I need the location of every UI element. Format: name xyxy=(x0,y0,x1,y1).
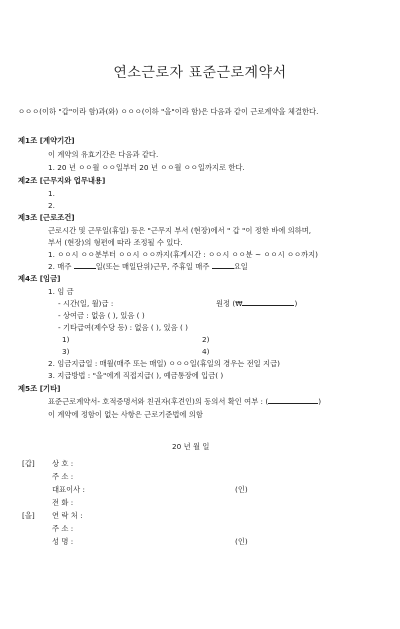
article-4-item-2: 2) xyxy=(202,335,210,344)
article-3-line-1: 근로시간 및 근무일(휴일) 등은 "근무지 부서 (현장)에서 " 갑 "이 정한 바에 의하며, xyxy=(48,226,312,235)
article-2-line-1: 1. xyxy=(48,189,55,198)
article-3-workdays-text: 일(또는 매일단위)근무, 주휴일 매주 xyxy=(95,262,210,271)
base-pay-amount-blank[interactable] xyxy=(242,305,294,306)
article-2-heading: 제2조 [근무지와 업무내용] xyxy=(18,176,106,185)
article-5-consent-line xyxy=(48,397,321,406)
contract-date: 20 년 월 일 xyxy=(172,442,210,451)
party-a-ceo-label: 대표이사 : xyxy=(52,485,85,494)
article-3-weekly-label: 2. 매주 xyxy=(48,262,72,271)
article-4-wage-label: 1. 임 금 xyxy=(48,287,74,296)
party-a-company-label: 상 호 : xyxy=(52,459,74,468)
party-b-seal: (인) xyxy=(235,537,248,546)
article-4-base-pay-currency: 원정 (₩ xyxy=(216,299,243,308)
article-1-heading: 제1조 [계약기간] xyxy=(18,136,75,145)
intro-paragraph: ㅇㅇㅇ(이하 "갑"이라 함)과(와) ㅇㅇㅇ(이하 "을"이라 함)은 다음과 같이 근로계약을 체결한다. xyxy=(18,107,319,116)
party-b-address-label: 주 소 : xyxy=(52,524,74,533)
article-4-item-3: 3) xyxy=(62,347,70,356)
article-3-line-3: 1. ㅇㅇ시 ㅇㅇ분부터 ㅇㅇ시 ㅇㅇ까지(휴게시간 : ㅇㅇ시 ㅇㅇ분 ~ ㅇㅇ시 ㅇㅇ까지) xyxy=(48,250,318,259)
article-3-line-2: 부서 (현장)의 형편에 따라 조정될 수 있다. xyxy=(48,238,183,247)
article-1-line-1: 이 계약의 유효기간은 다음과 같다. xyxy=(48,150,159,159)
article-5-consent-text: 표준근로계약서- 호적증명서와 친권자(후견인)의 동의서 확인 여부 : ( xyxy=(48,397,269,406)
article-4-base-pay-label: - 시간(일, 월)급 : xyxy=(58,299,114,308)
article-5-consent-close: ) xyxy=(318,397,322,406)
document-title: 연소근로자 표준근로계약서 xyxy=(113,65,287,81)
article-2-line-2: 2. xyxy=(48,201,55,210)
article-5-law-line: 이 계약에 정함이 없는 사항은 근로기준법에 의함 xyxy=(48,410,203,419)
consent-check-blank[interactable] xyxy=(268,403,318,404)
article-4-payment-method-line: 3. 지급방법 : "을"에게 직접지급( ), 예금통장에 입금( ) xyxy=(48,371,224,380)
article-5-heading: 제5조 [기타] xyxy=(18,384,61,393)
party-b-label: [을] xyxy=(22,511,35,520)
article-4-base-pay-amount xyxy=(216,299,297,308)
article-4-item-4: 4) xyxy=(202,347,210,356)
article-4-heading: 제4조 [임금] xyxy=(18,274,61,283)
article-4-bonus-line: - 상여금 : 없음 ( ), 있음 ( ) xyxy=(58,311,145,320)
article-4-payday-line: 2. 임금지급일 : 매월(매주 또는 매일) ㅇㅇㅇ일(휴일의 경우는 전일 지급) xyxy=(48,359,280,368)
party-a-seal: (인) xyxy=(235,485,248,494)
party-b-name-label: 성 명 : xyxy=(52,537,74,546)
article-3-day-suffix: 요일 xyxy=(233,262,248,271)
party-a-label: [갑] xyxy=(22,459,35,468)
party-b-contact-label: 연 락 처 : xyxy=(52,511,83,520)
article-4-item-1: 1) xyxy=(62,335,70,344)
article-4-base-pay-close: ) xyxy=(294,299,298,308)
article-1-line-2: 1. 20 년 ㅇㅇ월 ㅇㅇ일부터 20 년 ㅇㅇ월 ㅇㅇ일까지로 한다. xyxy=(48,163,245,172)
weekly-holiday-blank[interactable] xyxy=(212,268,234,269)
party-a-address-label: 주 소 : xyxy=(52,472,74,481)
article-3-heading: 제3조 [근로조건] xyxy=(18,213,75,222)
party-a-phone-label: 전 화 : xyxy=(52,498,74,507)
article-3-line-4 xyxy=(48,262,248,271)
days-per-week-blank[interactable] xyxy=(74,268,96,269)
article-4-other-pay-line: - 기타급여(제수당 등) : 없음 ( ), 있음 ( ) xyxy=(58,323,188,332)
